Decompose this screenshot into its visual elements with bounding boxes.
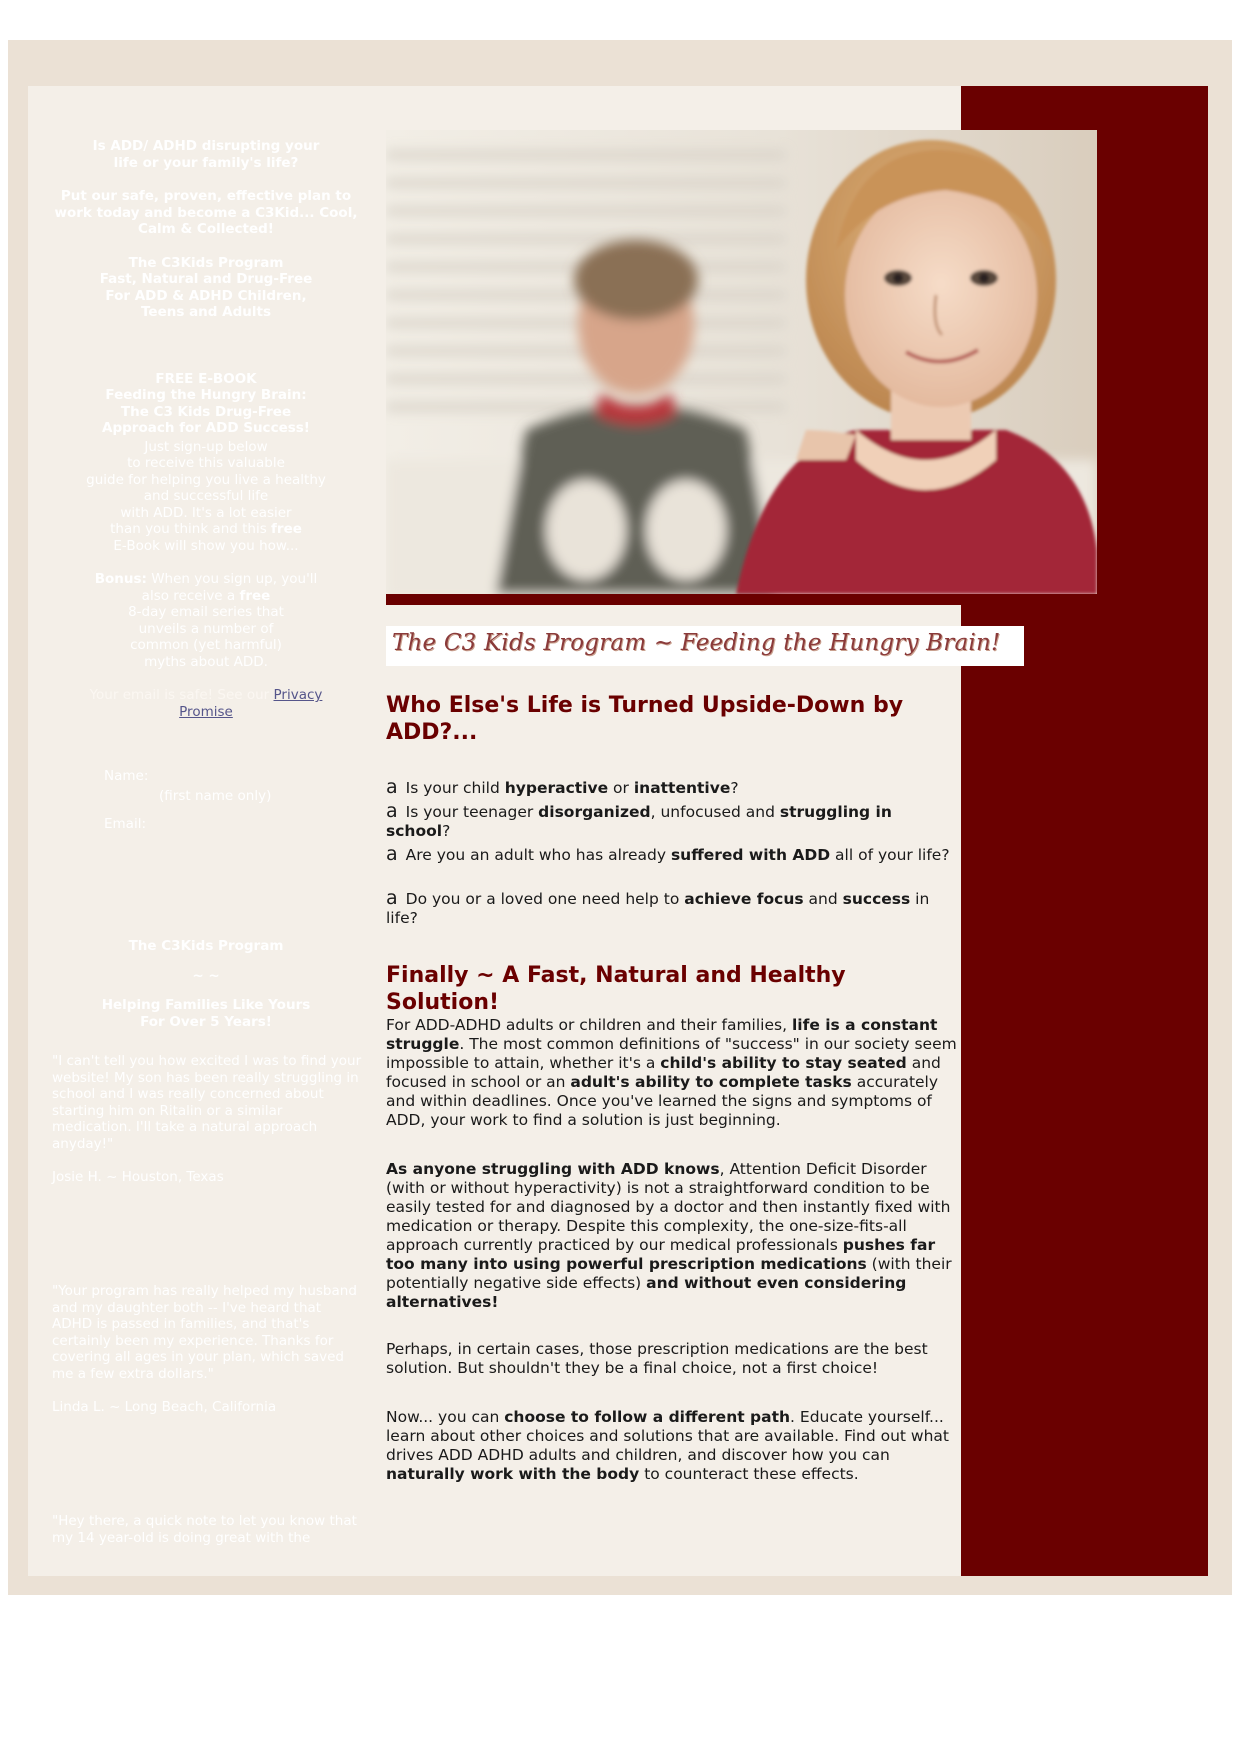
sidebar [46, 138, 366, 720]
banner-title: The C3 Kids Program ~ Feeding the Hungry Brain! [392, 630, 1001, 656]
email-field-label: Email: [104, 816, 147, 832]
testimonial-1: "I can't tell you how excited I was to find your website! My son has been really struggling in school and I was really concerned about starting him on Ritalin or a similar medication. I'll take a natural approach anyday!" [52, 1053, 362, 1152]
bullet-item: a Do you or a loved one need help to achieve focus and success in life? [386, 887, 930, 927]
sidebar-headline: Is ADD/ ADHD disrupting your life or your family's life? [92, 138, 320, 171]
bullet-glyph: a [386, 776, 398, 798]
testimonial-2-author: Linda L. ~ Long Beach, California [52, 1399, 277, 1415]
paragraph-1: For ADD-ADHD adults or children and their families, life is a constant struggle. The most common definitions of "success" in our society seem impossible to attain, whether it's a child's ability to stay seated and focused in school or an adult's ability to complete tasks accurately and within deadlines. Once you've learned the signs and symptoms of ADD, your work to find a solution is just beginning. [386, 1016, 957, 1129]
bullet-item: a Is your child hyperactive or inattentive? [386, 776, 739, 798]
heading-solution: Finally ~ A Fast, Natural and Healthy Solution! [386, 963, 846, 1015]
paragraph-3: Perhaps, in certain cases, those prescription medications are the best solution. But shouldn't they be a final choice, not a first choice! [386, 1340, 928, 1377]
name-field-label: Name: [104, 768, 149, 784]
testimonial-2: "Your program has really helped my husband and my daughter both -- I've heard that ADHD is passed in families, and that's certainly been my experience. Thanks for covering all ages in your plan, which saved me a few extra dollars." [52, 1283, 357, 1382]
bullet-glyph: a [386, 887, 398, 909]
sidebar-program: The C3Kids Program Fast, Natural and Drug-Free For ADD & ADHD Children, Teens and Adults [99, 254, 313, 320]
testimonial-3: "Hey there, a quick note to let you know that my 14 year-old is doing great with the [52, 1513, 357, 1546]
hero-underline [386, 594, 961, 605]
sidebar-bonus: Bonus: When you sign up, you'll also receive a free 8-day email series that unveils a number of common (yet harmful) myths about ADD. [94, 571, 318, 670]
page-frame [8, 40, 1232, 1595]
bullet-glyph: a [386, 843, 398, 865]
privacy-link[interactable]: Privacy [273, 687, 323, 703]
testimonial-1-author: Josie H. ~ Houston, Texas [52, 1169, 224, 1185]
sidebar-privacy: Your email is safe! See our Privacy Promise [89, 687, 323, 720]
bullet-item: a Is your teenager disorganized, unfocused and struggling in school? [386, 800, 892, 840]
bullet-item: a Are you an adult who has already suffered with ADD all of your life? [386, 843, 950, 865]
paragraph-4: Now... you can choose to follow a different path. Educate yourself... learn about other choices and solutions that are available. Find out what drives ADD ADHD adults and children, and discover how you can naturally work with the body to counteract these effects. [386, 1408, 950, 1483]
name-field-hint: (first name only) [159, 788, 272, 804]
sidebar-tagline: The C3Kids Program ~ ~ Helping Families Like Yours For Over 5 Years! [101, 938, 311, 1030]
bullet-glyph: a [386, 800, 398, 822]
hero-photo [386, 130, 1097, 594]
privacy-promise-link[interactable]: Promise [179, 703, 233, 720]
sidebar-ebook-title: FREE E-BOOK Feeding the Hungry Brain: The C3 Kids Drug-Free Approach for ADD Success! [102, 370, 310, 436]
sidebar-signup-text: Just sign-up below to receive this valuable guide for helping you live a healthy and successful life with ADD. It's a lot easier than you think and this free E-Book will show you how... [86, 438, 326, 554]
page-body [28, 86, 1208, 1576]
heading-who-else: Who Else's Life is Turned Upside-Down by ADD?... [386, 693, 904, 745]
children-photo-illustration [386, 130, 1097, 594]
program-banner [386, 626, 1024, 666]
sidebar-promo: Put our safe, proven, effective plan to work today and become a C3Kid... Cool, Calm & Collected! [54, 188, 358, 237]
paragraph-2: As anyone struggling with ADD knows, Attention Deficit Disorder (with or without hyperactivity) is not a straightforward condition to be easily tested for and diagnosed by a doctor and then instantly fixed with medication or therapy. Despite this complexity, the one-size-fits-all approach currently practiced by our medical professionals pushes far too many into using powerful prescription medications (with their potentially negative side effects) and without even considering alternatives! [386, 1160, 952, 1311]
